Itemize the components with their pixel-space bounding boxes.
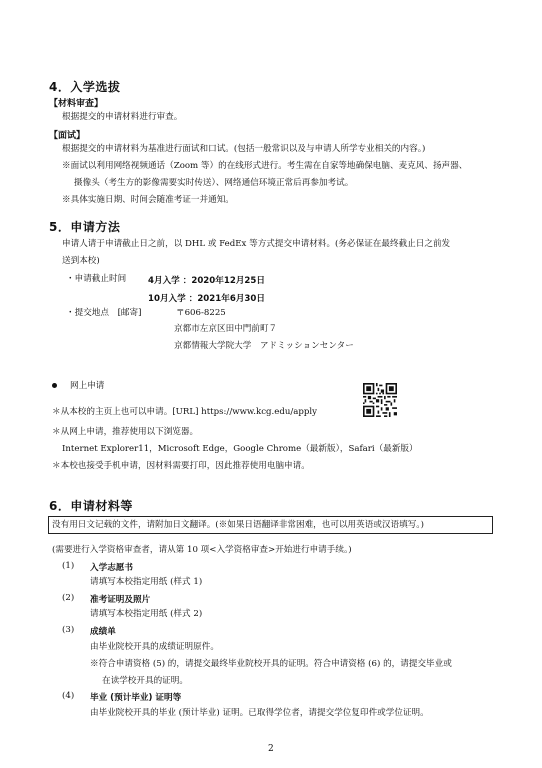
interview-note-2: ※具体实施日期、时间会随准考证一并通知。 — [62, 195, 234, 205]
qr-code-icon — [363, 383, 397, 417]
item-3-title: 成绩单 — [90, 627, 116, 637]
deadline-october: 10月入学 ：2021年6月30日 — [148, 294, 265, 304]
item-3-line-1: 由毕业院校开具的成绩证明原件。 — [90, 642, 219, 652]
address-line-2: 京都情報大学院大学 アドミッションセンター — [174, 341, 354, 351]
item-1-number: (1) — [62, 561, 75, 571]
section-6-title: 6．申请材料等 — [49, 499, 133, 513]
interview-note-1-line-2: 摄像头（考生方的影像需要实时传送）、网络通信环境正常后再参加考试。 — [74, 178, 354, 188]
online-application-label: 网上申请 — [70, 381, 105, 391]
postal-code: 〒606-8225 — [176, 308, 226, 318]
interview-note-1-line-1: ※面试以利用网络视频通话（Zoom 等）的在线形式进行。考生需在自家等地确保电脑、麦克风、扬声器、 — [62, 161, 468, 171]
material-review-text: 根据提交的申请材料进行审查。 — [62, 112, 183, 122]
item-2-number: (2) — [62, 593, 75, 603]
material-review-label: 【材料审查】 — [49, 99, 104, 109]
qualification-note: (需要进行入学资格审查者，请从第 10 项<入学资格审查>开始进行申请手续。) — [52, 545, 352, 555]
item-4-line-1: 由毕业院校开具的毕业 (预计毕业) 证明。已取得学位者，请提交学位复印件或学位证明。 — [90, 708, 429, 718]
section-4-title: 4．入学选拔 — [49, 80, 121, 94]
item-4-title: 毕业 (预计毕业) 证明等 — [90, 693, 182, 703]
deadline-label: ・申请截止时间 — [66, 274, 127, 284]
interview-label: 【面试】 — [49, 131, 86, 141]
item-3-number: (3) — [62, 625, 75, 635]
address-line-1: 京都市左京区田中門前町７ — [174, 324, 278, 334]
item-3-line-2: ※符合申请资格 (5) 的，请提交最终毕业院校开具的证明。符合申请资格 (6) 的，请提交毕业或 — [90, 659, 452, 669]
item-1-title: 入学志愿书 — [90, 563, 133, 573]
item-1-line-1: 请填写本校指定用纸 (样式 1) — [90, 577, 203, 587]
item-3-line-3: 在读学校开具的证明。 — [102, 676, 188, 686]
online-note-3: ＊本校也接受手机申请，因材料需要打印，因此推荐使用电脑申请。 — [52, 461, 310, 471]
application-intro-line-2: 送到本校) — [62, 256, 100, 266]
item-2-title: 准考证明及照片 — [90, 595, 151, 605]
submission-label: ・提交地点 [邮寄] — [66, 308, 142, 318]
translation-note: 没有用日文记载的文件，请附加日文翻译。(※如果日语翻译非常困难，也可以用英语或汉语填写。) — [52, 520, 424, 530]
online-note-2: ＊从网上申请，推荐使用以下浏览器。 — [52, 427, 199, 437]
application-intro-line-1: 申请人请于申请截止日之前，以 DHL 或 FedEx 等方式提交申请材料。(务必保证在最终截止日之前发 — [62, 239, 451, 249]
online-note-1: ＊从本校的主页上也可以申请。[URL] https://www.kcg.edu/apply — [52, 407, 317, 417]
item-2-line-1: 请填写本校指定用纸 (样式 2) — [90, 609, 203, 619]
deadline-april: 4月入学 ：2020年12月25日 — [148, 276, 265, 286]
browser-list: Internet Explorer11，Microsoft Edge，Google Chrome（最新版），Safari（最新版） — [62, 444, 418, 454]
page-number: 2 — [268, 744, 274, 754]
section-5-title: 5．申请方法 — [49, 220, 121, 234]
interview-text: 根据提交的申请材料为基准进行面试和口试。(包括一般常识以及与申请人所学专业相关的内容。) — [62, 144, 426, 154]
bullet-icon — [52, 383, 57, 388]
item-4-number: (4) — [62, 691, 75, 701]
